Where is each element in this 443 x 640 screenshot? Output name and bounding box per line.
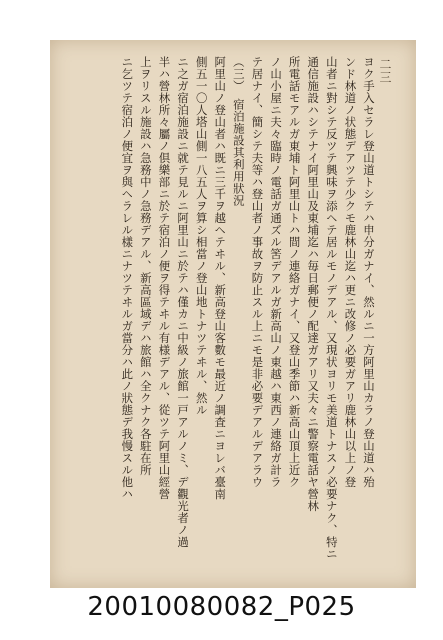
page-number: 二三 xyxy=(378,58,392,84)
text-column: ニ之ガ宿泊施設ニ就テ見ルニ阿里山ニ於テハ僅カニ中級ノ旅館一戸アルノミ、デ觀光者ノ過 xyxy=(176,56,191,548)
text-column: 側五一〇人塔山側一八五人ヲ算シ相當ノ登山地トナツテヰル、然ル xyxy=(194,56,209,416)
text-column: 阿里山ノ登山者ハ既ニ三千ヲ越ヘテヰル、新高登山客數モ最近ノ調査ニヨレバ臺南 xyxy=(213,56,228,500)
image-caption: 20010080082_P025 xyxy=(87,592,356,622)
text-column: ヨク手入セラレ登山道トシテハ申分ガナイ、然ルニ一方阿里山カラノ登山道ハ殆 xyxy=(362,56,376,488)
section-heading: （三） 宿泊施設其利用狀況 xyxy=(231,56,246,207)
text-column: テ居ナイ、簡シテ夫等ハ登山者ノ事故ヲ防止スル上ニモ是非必要デアルデアラウ xyxy=(250,56,265,488)
book-page xyxy=(50,40,416,588)
text-column: 半ハ營林所々屬ノ倶樂部ニ於テ宿泊ノ便ヲ得テヰル有様デアル、從ツテ阿里山經營 xyxy=(157,56,172,500)
vertical-text-body xyxy=(119,56,376,584)
text-column: 上ヲリスル施設ハ急務中ノ急務デアル、新高區域デハ旅館ハ全クナク各駐在所 xyxy=(138,56,153,476)
text-column: 所電話モアルガ東埔ト阿里山トハ間ノ連絡ガナイ、又登山季節ハ新高山頂上近ク xyxy=(287,56,302,488)
text-column: 通信施設ハシテナイ阿里山及東埔迄ハ毎日郵便ノ配達ガアリ又夫々ニ警察電話ヤ營林 xyxy=(306,56,321,512)
text-column: 山者ニ對シテ反ツテ興味ヲ添ヘテ居ルモノデアル、又現状ヨリモ美道トナスノ必要ナク、特ニ xyxy=(324,56,339,560)
text-column: ニ乞ツテ宿泊ノ便宜ヲ與ヘラレル樣ニナツテヰルガ當分ハ此ノ狀態デ我慢スル他ハ xyxy=(120,56,135,500)
text-column: ノ山小屋ニ夫々臨時ノ電話ガ通ズル筈デアルガ新高山ノ東越ハ東西ノ連絡ガ計ラ xyxy=(269,56,284,488)
text-column: ンド林道ノ状態デアツテ少クモ鹿林山迄ハ更ニ改修ノ必要ガアリ鹿林山以上ノ登 xyxy=(343,56,358,488)
